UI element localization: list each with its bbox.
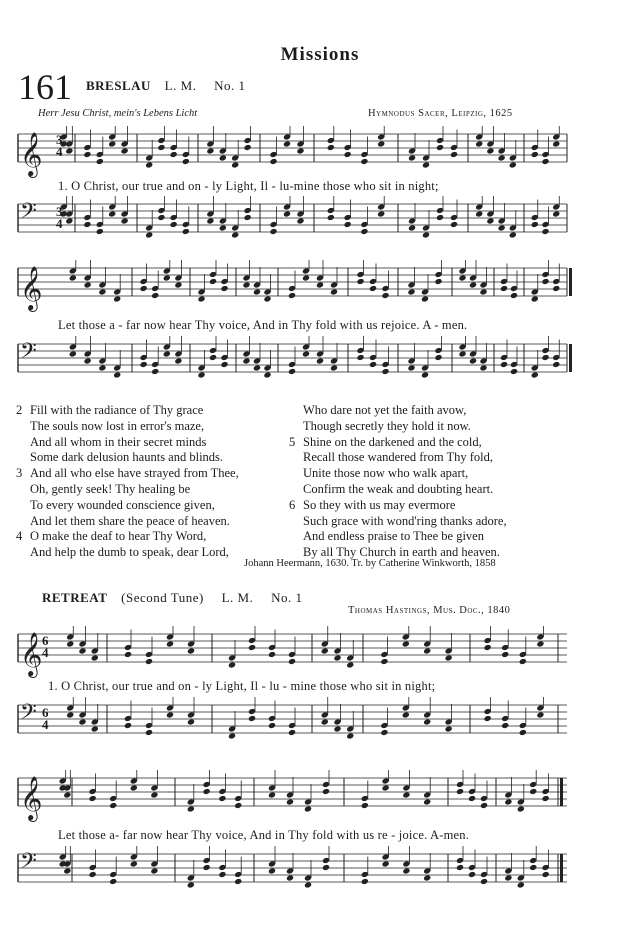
note-head	[268, 791, 276, 798]
note-head	[145, 231, 153, 238]
note-head	[231, 161, 239, 168]
note-head	[552, 285, 560, 292]
note-head	[500, 285, 508, 292]
hymn2-tune-line	[42, 590, 316, 606]
bass-clef-icon: 𝄢	[20, 849, 37, 879]
note-head	[408, 154, 416, 161]
note-head	[65, 147, 73, 154]
verse-2: 2 Fill with the radiance of Thy grace The souls now lost in error's maze, And all whom in their secret minds Some dark delusion haunts and blinds.	[16, 403, 224, 465]
verse-4-continued: Who dare not yet the faith avow, Though secretly they hold it now.	[303, 403, 471, 433]
note-head	[145, 161, 153, 168]
note-head	[381, 368, 389, 375]
note-head	[109, 878, 117, 885]
note-head	[421, 371, 429, 378]
hymn1-system2-bass-staff	[0, 336, 640, 396]
note-head	[531, 295, 539, 302]
hymn1-lyric-line1: 1. O Christ, our true and on - ly Light, Il - lu-mine those who sit in night;	[58, 179, 439, 193]
note-head	[218, 795, 226, 802]
hymn1-tune-number: No. 1	[214, 78, 246, 93]
hymn2-lyric-line2: Let those a- far now hear Thy voice, And in Thy fold with us re - joice. A-men.	[58, 828, 470, 842]
note-head	[145, 729, 153, 736]
note-head	[220, 285, 228, 292]
note-head	[187, 647, 195, 654]
note-head	[140, 285, 148, 292]
note-head	[78, 647, 86, 654]
note-head	[469, 281, 477, 288]
note-head	[78, 718, 86, 725]
note-head	[91, 725, 99, 732]
verse-3: 3 And all who else have strayed from Thee, Oh, gently seek! Thy healing be To every wounded conscience given, And let them share the peace of heaven.	[16, 466, 239, 528]
note-head	[157, 214, 165, 221]
note-head	[197, 371, 205, 378]
hymn2-tune-name: RETREAT	[42, 590, 108, 605]
note-head	[163, 350, 171, 357]
note-head	[150, 867, 158, 874]
note-head	[84, 281, 92, 288]
hymn-number: 161	[18, 67, 72, 107]
note-head	[304, 881, 312, 888]
note-head	[296, 217, 304, 224]
note-head	[248, 715, 256, 722]
note-head	[244, 214, 252, 221]
hymn1-source: Herr Jesu Christ, mein's Lebens Licht	[38, 108, 198, 119]
note-head	[96, 228, 104, 235]
note-head	[346, 732, 354, 739]
note-head	[468, 795, 476, 802]
note-head	[421, 295, 429, 302]
note-head	[288, 729, 296, 736]
note-head	[113, 295, 121, 302]
note-head	[268, 651, 276, 658]
hymn1-lyric-line2: Let those a - far now hear Thy voice, And in Thy fold with us rejoice. A - men.	[58, 318, 468, 332]
note-head	[500, 361, 508, 368]
note-head	[456, 788, 464, 795]
note-head	[369, 285, 377, 292]
note-head	[479, 364, 487, 371]
note-head	[316, 281, 324, 288]
verse-4: 4 O make the deaf to hear Thy Word, And help the dumb to speak, dear Lord,	[16, 529, 229, 560]
note-head	[402, 640, 410, 647]
note-head	[407, 364, 415, 371]
note-head	[469, 357, 477, 364]
note-head	[121, 147, 129, 154]
note-head	[113, 371, 121, 378]
note-head	[360, 158, 368, 165]
note-head	[228, 732, 236, 739]
note-head	[248, 644, 256, 651]
note-head	[509, 231, 517, 238]
note-head	[327, 144, 335, 151]
note-head	[316, 357, 324, 364]
note-head	[322, 864, 330, 871]
note-head	[286, 798, 294, 805]
note-head	[407, 288, 415, 295]
note-head	[242, 357, 250, 364]
note-head	[382, 784, 390, 791]
note-head	[434, 278, 442, 285]
note-head	[182, 158, 190, 165]
hymn2-system2-treble-staff	[0, 770, 640, 830]
note-head	[98, 288, 106, 295]
note-head	[83, 151, 91, 158]
verses-right-column	[289, 403, 589, 561]
hymn2-lyric-line1: 1. O Christ, our true and on - ly Light, Il - lu - mine those who sit in night;	[48, 679, 436, 693]
bass-clef-icon: 𝄢	[20, 199, 37, 229]
note-head	[330, 364, 338, 371]
hymn1-meter: L. M.	[164, 78, 197, 93]
note-head	[83, 221, 91, 228]
note-head	[96, 158, 104, 165]
note-head	[531, 221, 539, 228]
note-head	[174, 281, 182, 288]
note-head	[360, 228, 368, 235]
final-bar-line	[569, 344, 572, 372]
note-head	[377, 210, 385, 217]
note-head	[541, 354, 549, 361]
note-head	[423, 874, 431, 881]
note-head	[218, 871, 226, 878]
hymn1-time-signature-treble: 3 4	[56, 132, 63, 159]
treble-clef-icon: 𝄞	[20, 632, 43, 676]
treble-clef-icon: 𝄞	[20, 132, 43, 176]
note-head	[436, 144, 444, 151]
note-head	[422, 161, 430, 168]
note-head	[321, 718, 329, 725]
note-head	[197, 295, 205, 302]
note-head	[344, 221, 352, 228]
hymn2-meter: L. M.	[221, 590, 254, 605]
note-head	[480, 878, 488, 885]
note-head	[479, 288, 487, 295]
note-head	[182, 228, 190, 235]
hymn1-attribution: Johann Heermann, 1630. Tr. by Catherine Winkworth, 1858	[244, 558, 496, 569]
note-head	[408, 224, 416, 231]
final-bar-line	[560, 854, 563, 882]
note-head	[288, 292, 296, 299]
bass-clef-icon: 𝄢	[20, 339, 37, 369]
note-head	[486, 147, 494, 154]
note-head	[130, 860, 138, 867]
note-head	[510, 292, 518, 299]
note-head	[219, 224, 227, 231]
note-head	[380, 729, 388, 736]
note-head	[361, 802, 369, 809]
hymn1-composer: Hymnodus Sacer, Leipzig, 1625	[368, 108, 513, 119]
note-head	[504, 874, 512, 881]
note-head	[480, 802, 488, 809]
note-head	[166, 711, 174, 718]
note-head	[382, 860, 390, 867]
final-bar-line	[569, 268, 572, 296]
note-head	[124, 651, 132, 658]
note-head	[145, 658, 153, 665]
note-head	[109, 802, 117, 809]
note-head	[89, 795, 97, 802]
hymn2-time-signature-bass: 6 4	[42, 705, 49, 732]
note-head	[330, 288, 338, 295]
note-head	[361, 878, 369, 885]
note-head	[108, 140, 116, 147]
note-head	[434, 354, 442, 361]
note-head	[422, 231, 430, 238]
verses-left-column	[16, 403, 288, 561]
note-head	[269, 158, 277, 165]
section-title: Missions	[280, 44, 360, 65]
hymn1-time-signature-bass: 3 4	[56, 204, 63, 231]
note-head	[91, 654, 99, 661]
note-head	[333, 725, 341, 732]
note-head	[288, 658, 296, 665]
note-head	[321, 647, 329, 654]
note-head	[498, 154, 506, 161]
treble-clef-icon: 𝄞	[20, 266, 43, 310]
note-head	[552, 361, 560, 368]
note-head	[157, 144, 165, 151]
hymn2-system2-bass-staff	[0, 846, 640, 906]
note-head	[445, 654, 453, 661]
note-head	[346, 661, 354, 668]
note-head	[517, 881, 525, 888]
note-head	[242, 281, 250, 288]
note-head	[536, 640, 544, 647]
hymn1-system1-bass-staff	[0, 196, 640, 256]
note-head	[166, 640, 174, 647]
note-head	[244, 144, 252, 151]
note-head	[504, 798, 512, 805]
treble-clef-icon: 𝄞	[20, 776, 43, 820]
verse-6: 6 So they with us may evermore Such grace with wond'ring thanks adore, And endless praise to Thee be given By all Thy Church in earth and heaven.	[289, 497, 507, 560]
note-head	[263, 371, 271, 378]
note-head	[381, 292, 389, 299]
note-head	[536, 711, 544, 718]
note-head	[475, 140, 483, 147]
hymn2-composer: Thomas Hastings, Mus. Doc., 1840	[348, 605, 511, 616]
note-head	[369, 361, 377, 368]
note-head	[519, 658, 527, 665]
note-head	[209, 278, 217, 285]
note-head	[333, 654, 341, 661]
note-head	[517, 805, 525, 812]
note-head	[456, 864, 464, 871]
note-head	[541, 158, 549, 165]
note-head	[228, 661, 236, 668]
note-head	[486, 217, 494, 224]
note-head	[304, 805, 312, 812]
note-head	[66, 640, 74, 647]
note-head	[203, 788, 211, 795]
note-head	[220, 361, 228, 368]
hymn1-tune-name: BRESLAU	[86, 78, 151, 93]
hymn1-system2-treble-staff	[0, 260, 640, 320]
note-head	[151, 292, 159, 299]
note-head	[402, 711, 410, 718]
note-head	[509, 161, 517, 168]
note-head	[423, 718, 431, 725]
note-head	[206, 147, 214, 154]
note-head	[542, 871, 550, 878]
note-head	[234, 878, 242, 885]
note-head	[174, 357, 182, 364]
note-head	[268, 722, 276, 729]
note-head	[344, 151, 352, 158]
note-head	[69, 350, 77, 357]
note-head	[203, 864, 211, 871]
note-head	[121, 217, 129, 224]
note-head	[269, 228, 277, 235]
note-head	[66, 711, 74, 718]
note-head	[63, 791, 71, 798]
note-head	[187, 718, 195, 725]
note-head	[231, 231, 239, 238]
note-head	[296, 147, 304, 154]
note-head	[206, 217, 214, 224]
note-head	[423, 647, 431, 654]
note-head	[124, 722, 132, 729]
note-head	[529, 864, 537, 871]
hymn2-time-signature-treble: 6 4	[42, 633, 49, 660]
note-head	[84, 357, 92, 364]
note-head	[322, 788, 330, 795]
note-head	[445, 725, 453, 732]
hymn2-tune-number: No. 1	[271, 590, 303, 605]
note-head	[327, 214, 335, 221]
note-head	[140, 361, 148, 368]
note-head	[170, 151, 178, 158]
note-head	[541, 228, 549, 235]
note-head	[63, 867, 71, 874]
note-head	[498, 224, 506, 231]
note-head	[283, 140, 291, 147]
hymn2-tune-note: (Second Tune)	[121, 590, 204, 605]
note-head	[475, 210, 483, 217]
note-head	[151, 368, 159, 375]
bass-clef-icon: 𝄢	[20, 700, 37, 730]
verse-5: 5 Shine on the darkened and the cold, Recall those wandered from Thy fold, Unite those now who walk apart, Confirm the weak and doubting heart.	[289, 434, 494, 496]
note-head	[552, 140, 560, 147]
note-head	[450, 151, 458, 158]
note-head	[542, 795, 550, 802]
note-head	[187, 881, 195, 888]
note-head	[423, 798, 431, 805]
note-head	[302, 350, 310, 357]
note-head	[519, 729, 527, 736]
note-head	[436, 214, 444, 221]
note-head	[484, 715, 492, 722]
note-head	[253, 288, 261, 295]
hymn1-system1-treble-staff	[0, 126, 640, 186]
note-head	[286, 874, 294, 881]
note-head	[187, 805, 195, 812]
note-head	[356, 354, 364, 361]
hymn1-tune-line	[86, 78, 260, 94]
note-head	[253, 364, 261, 371]
note-head	[170, 221, 178, 228]
note-head	[89, 871, 97, 878]
note-head	[458, 274, 466, 281]
note-head	[501, 651, 509, 658]
note-head	[402, 791, 410, 798]
note-head	[402, 867, 410, 874]
note-head	[458, 350, 466, 357]
note-head	[541, 278, 549, 285]
note-head	[209, 354, 217, 361]
note-head	[468, 871, 476, 878]
note-head	[268, 867, 276, 874]
note-head	[263, 295, 271, 302]
note-head	[69, 274, 77, 281]
note-head	[501, 722, 509, 729]
note-head	[450, 221, 458, 228]
note-head	[65, 217, 73, 224]
note-head	[531, 371, 539, 378]
hymn2-system1-treble-staff	[0, 626, 640, 686]
note-head	[283, 210, 291, 217]
note-head	[108, 210, 116, 217]
note-head	[529, 788, 537, 795]
note-head	[552, 210, 560, 217]
note-head	[484, 644, 492, 651]
note-head	[150, 791, 158, 798]
note-head	[219, 154, 227, 161]
note-head	[356, 278, 364, 285]
note-head	[380, 658, 388, 665]
note-head	[531, 151, 539, 158]
note-head	[288, 368, 296, 375]
note-head	[163, 274, 171, 281]
note-head	[130, 784, 138, 791]
note-head	[510, 368, 518, 375]
note-head	[98, 364, 106, 371]
hymn2-system1-bass-staff	[0, 697, 640, 757]
note-head	[302, 274, 310, 281]
note-head	[377, 140, 385, 147]
final-bar-line	[560, 778, 563, 806]
note-head	[234, 802, 242, 809]
